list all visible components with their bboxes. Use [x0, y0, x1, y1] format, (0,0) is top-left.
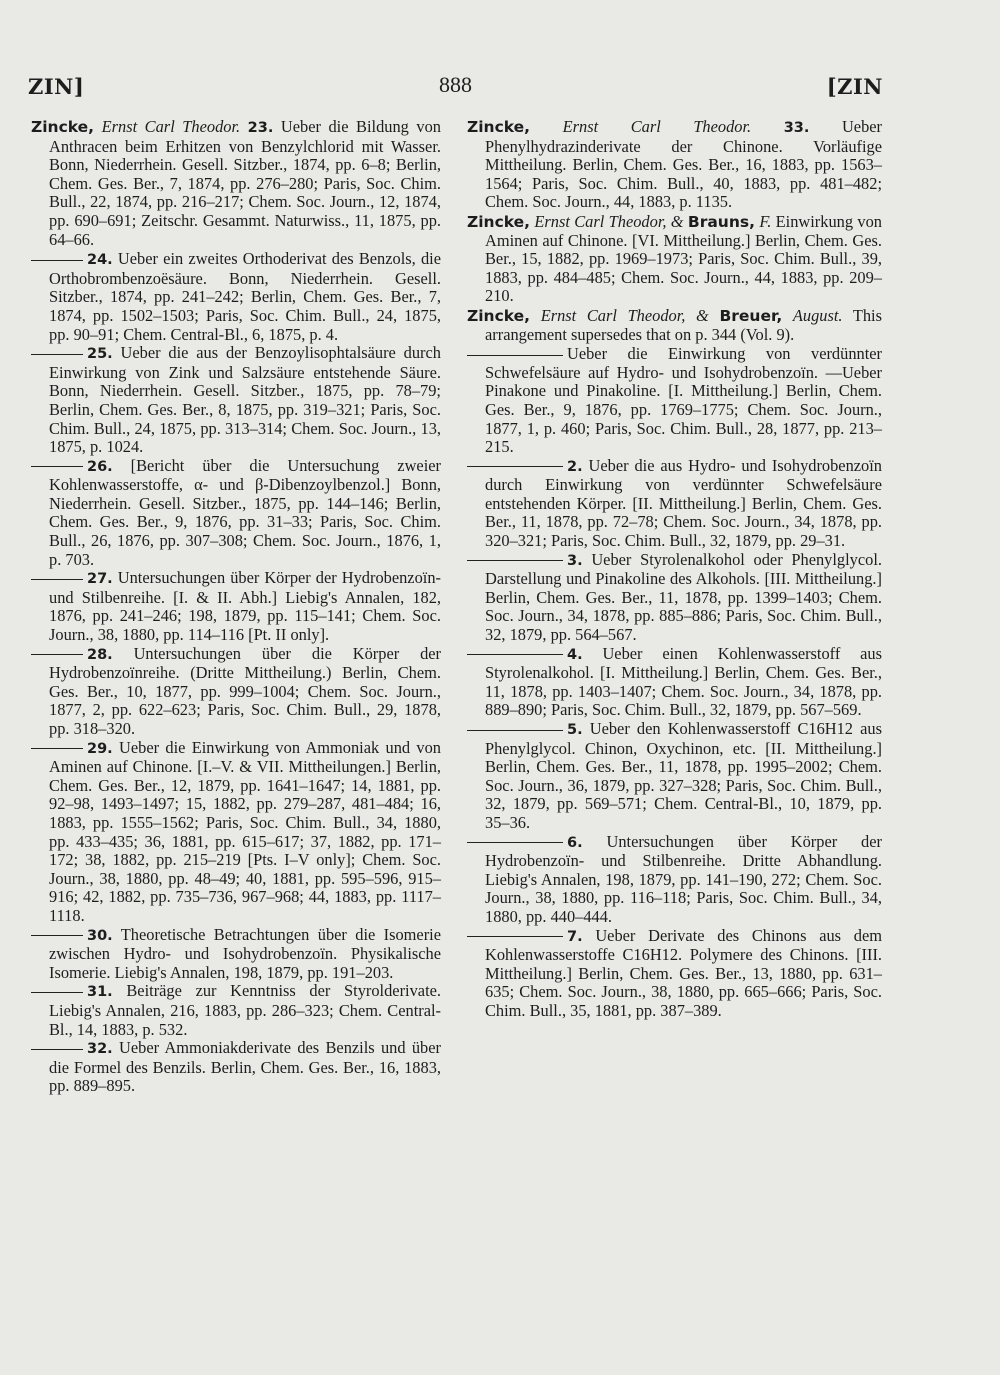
entry-number: 33.: [783, 120, 810, 136]
bibliography-entry: [467, 645, 882, 720]
bibliography-entry: [31, 344, 441, 457]
entry-number: 6.: [567, 834, 583, 851]
entry-text: [Bericht über die Untersuchung zweier Kohlenwasserstoffe, α- und β-Dibenzoylbenzol.] Bonn, Niederrhein. Gesell. Sitzber., 1875, pp. 144–146; Berlin, Chem. Ges. Ber., 9, 1876, pp. 31–33; Paris, Soc. Chim. Bull., 26, 1876, pp. 307–308; Chem. Soc. Journ., 1876, 1, p. 703.: [49, 455, 441, 569]
entry-text: Ueber den Kohlenwasserstoff C16H12 aus Phenylglycol. Chinon, Oxychinon, etc. [II. Mittheilung.] Berlin, Chem. Ges. Ber., 11, 1878, pp. 1995–2002; Chem. Soc. Journ., 36, 1879, pp. 327–328; Paris, Soc. Chim. Bull., 32, 1879, pp. 569–571; Chem. Central-Bl., 10, 1879, pp. 35–36.: [485, 719, 882, 832]
author-name: Zincke,: [31, 118, 95, 136]
ditto-dash: [467, 730, 563, 731]
header-right-range: [ZIN: [826, 74, 883, 99]
ditto-dash: [467, 355, 563, 356]
ditto-dash: [31, 1049, 83, 1050]
bibliography-entry: [31, 982, 441, 1039]
bibliography-entry: [467, 833, 882, 927]
entry-number: 7.: [567, 928, 583, 945]
ditto-dash: [31, 935, 83, 936]
entry-number: 4.: [567, 646, 583, 663]
coauthor-name: Breuer,: [719, 306, 783, 325]
entry-text: Untersuchungen über Körper der Hydrobenzoïn- und Stilbenreihe. Dritte Abhandlung. Liebig's Annalen, 198, 1879, pp. 141–190, 272; Chem. Soc. Journ., 38, 1880, pp. 116–118; Paris, Soc. Chim. Bull., 34, 1880, pp. 440–444.: [485, 831, 882, 926]
entry-text: Ueber die aus Hydro- und Isohydrobenzoïn durch Einwirkung von verdünnter Schwefelsäure entstehenden Körper. [II. Mittheilung.] Berlin, Chem. Ges. Ber., 11, 1878, pp. 72–78; Chem. Soc. Journ., 34, 1878, pp. 320–321; Paris, Soc. Chim. Bull., 32, 1879, pp. 29–31.: [485, 455, 882, 551]
page-number: 888: [439, 72, 472, 97]
author-given-name: Ernst Carl Theodor.: [562, 117, 752, 136]
entry-number: 30.: [87, 927, 113, 944]
ditto-dash: [31, 354, 83, 355]
bibliography-entry: [31, 1039, 441, 1096]
entry-number: 2.: [567, 458, 583, 475]
entry-number: 5.: [567, 722, 583, 738]
bibliography-entry: [467, 551, 882, 645]
entry-text: Untersuchungen über die Körper der Hydrobenzoïnreihe. (Dritte Mittheilung.) Berlin, Chem. Ges. Ber., 10, 1877, pp. 999–1004; Chem. Soc. Journ., 1877, 2, pp. 622–623; Paris, Soc. Chim. Bull., 29, 1878, pp. 318–320.: [49, 643, 441, 738]
entry-text: Theoretische Betrachtungen über die Isomerie zwischen Hydro- und Isohydrobenzoïn. Physikalische Isomerie. Liebig's Annalen, 198, 1879, pp. 191–203.: [49, 924, 441, 982]
entry-text: This arrangement supersedes that on p. 344 (Vol. 9).: [485, 305, 882, 344]
coauthor-name: Brauns,: [687, 212, 755, 231]
bibliography-entry: [467, 720, 882, 833]
entry-number: 24.: [87, 252, 113, 269]
entry-number: 31.: [87, 984, 113, 1001]
bibliography-entry: [31, 926, 441, 983]
entry-text: Ueber Styrolenalkohol oder Phenylglycol. Darstellung und Pinakoline des Alkohols. [III. Mittheilung.] Berlin, Chem. Ges. Ber., 11, 1878, pp. 1399–1403; Chem. Soc. Journ., 34, 1878, pp. 885–886; Paris, Soc. Chim. Bull., 32, 1879, pp. 564–567.: [485, 549, 882, 645]
ditto-dash: [467, 466, 563, 467]
bibliography-entry: [467, 345, 882, 457]
entry-number: 26.: [87, 458, 113, 475]
bibliography-entry: [467, 457, 882, 551]
entry-text: Ueber die aus der Benzoylisophtalsäure durch Einwirkung von Zink und Salzsäure entstehende Säure. Bonn, Niederrhein. Gesell. Sitzber., 1875, pp. 78–79; Berlin, Chem. Ges. Ber., 8, 1875, pp. 319–321; Paris, Soc. Chim. Bull., 24, 1875, pp. 313–314; Chem. Soc. Journ., 13, 1875, p. 1024.: [49, 343, 441, 457]
bibliography-entry: [31, 118, 441, 249]
entry-number: 27.: [87, 571, 113, 588]
ditto-dash: [31, 466, 83, 467]
entry-text: Ueber Ammoniakderivate des Benzils und über die Formel des Benzils. Berlin, Chem. Ges. Ber., 16, 1883, pp. 889–895.: [49, 1038, 441, 1096]
bibliography-entry: [31, 739, 441, 926]
coauthor-given-name: August.: [792, 305, 843, 325]
entry-number: 32.: [87, 1041, 113, 1058]
entry-text: Ueber die Bildung von Anthracen beim Erhitzen von Benzylchlorid mit Wasser. Bonn, Niederrhein. Gesell. Sitzber., 1874, pp. 6–8; Berlin, Chem. Ges. Ber., 7, 1874, pp. 276–280; Paris, Soc. Chim. Bull., 22, 1874, pp. 216–217; Chem. Soc. Journ., 12, 1874, pp. 690–691; Zeitschr. Gesammt. Naturwiss., 11, 1875, pp. 64–66.: [49, 117, 441, 249]
entry-text: Einwirkung von Aminen auf Chinone. [VI. Mittheilung.] Berlin, Chem. Ges. Ber., 15, 1882, pp. 1969–1973; Paris, Soc. Chim. Bull., 39, 1883, pp. 484–485; Chem. Soc. Journ., 44, 1883, pp. 209–210.: [485, 211, 882, 306]
entry-text: Ueber ein zweites Orthoderivat des Benzols, die Orthobrombenzoësäure. Bonn, Niederrhein. Gesell. Sitzber., 1874, pp. 241–242; Berlin, Chem. Ges. Ber., 7, 1874, pp. 1502–1503; Paris, Soc. Chim. Bull., 24, 1875, pp. 90–91; Chem. Central-Bl., 6, 1875, p. 4.: [49, 249, 441, 344]
coauthor-given-name: F.: [759, 211, 772, 231]
author-name: Zincke,: [467, 306, 531, 325]
bibliography-entry: [467, 927, 882, 1021]
entry-number: 23.: [247, 120, 274, 136]
entry-text: Ueber einen Kohlenwasserstoff aus Styrolenalkohol. [I. Mittheilung.] Berlin, Chem. Ges. Ber., 11, 1878, pp. 1403–1407; Chem. Soc. Journ., 34, 1878, pp. 889–890; Paris, Soc. Chim. Bull., 32, 1879, pp. 567–569.: [485, 643, 882, 720]
ditto-dash: [31, 748, 83, 749]
entry-text: Beiträge zur Kenntniss der Styrolderivate. Liebig's Annalen, 216, 1883, pp. 286–323; Chem. Central-Bl., 14, 1883, p. 532.: [49, 981, 441, 1039]
bibliography-entry: [31, 645, 441, 739]
entry-number: 28.: [87, 646, 113, 663]
author-given-name: Ernst Carl Theodor.: [101, 117, 241, 136]
entry-number: 29.: [87, 740, 113, 757]
bibliography-entry: [31, 250, 441, 344]
entry-number: 25.: [87, 346, 113, 363]
bibliography-entry: [31, 569, 441, 644]
ditto-dash: [467, 560, 563, 561]
entry-text: Untersuchungen über Körper der Hydrobenzoïn- und Stilbenreihe. [I. & II. Abh.] Liebig's Annalen, 182, 1876, pp. 241–246; 198, 1879, pp. 115–141; Chem. Soc. Journ., 38, 1880, pp. 114–116 [Pt. II only].: [49, 568, 441, 645]
ditto-dash: [31, 654, 83, 655]
header-left-range: ZIN]: [28, 74, 85, 99]
entry-text: Ueber Derivate des Chinons aus dem Kohlenwasserstoffe C16H12. Polymere des Chinons. [III. Mittheilung.] Berlin, Chem. Ges. Ber., 13, 1880, pp. 631–635; Chem. Soc. Journ., 38, 1880, pp. 665–666; Paris, Soc. Chim. Bull., 35, 1881, pp. 387–389.: [485, 925, 882, 1020]
page-header: [28, 72, 883, 102]
entry-text: Ueber die Einwirkung von verdünnter Schwefelsäure auf Hydro- und Isohydrobenzoïn. —Ueber Pinakone und Pinakoline. [I. Mittheilung.] Berlin, Chem. Ges. Ber., 9, 1876, pp. 1769–1775; Chem. Soc. Journ., 1877, 1, p. 460; Paris, Soc. Chim. Bull., 28, 1877, pp. 213–215.: [485, 344, 882, 457]
right-column: [467, 118, 882, 1021]
ditto-dash: [467, 654, 563, 655]
ditto-dash: [31, 260, 83, 261]
left-column: [31, 118, 441, 1096]
ditto-dash: [31, 579, 83, 580]
author-given-name: Ernst Carl Theodor, &: [540, 305, 709, 325]
entry-number: 3.: [567, 552, 583, 569]
bibliography-entry: [467, 307, 882, 344]
ditto-dash: [467, 936, 563, 937]
author-given-name: Ernst Carl Theodor, &: [534, 211, 684, 231]
author-name: Zincke,: [467, 118, 531, 136]
author-name: Zincke,: [467, 212, 531, 231]
ditto-dash: [31, 992, 83, 993]
bibliography-entry: [31, 457, 441, 570]
entry-text: Ueber die Einwirkung von Ammoniak und von Aminen auf Chinone. [I.–V. & VII. Mittheilungen.] Berlin, Chem. Ges. Ber., 12, 1879, pp. 1641–1647; 14, 1881, pp. 92–98, 1493–1497; 15, 1882, pp. 279–287, 481–484; 16, 1883, pp. 1555–1562; Paris, Soc. Chim. Bull., 34, 1880, pp. 433–435; 36, 1881, pp. 615–617; 37, 1882, pp. 171–172; 38, 1882, pp. 215–219 [Pts. I–V only]; Chem. Soc. Journ., 38, 1880, pp. 48–49; 40, 1881, pp. 595–596, 915–916; 42, 1882, pp. 735–736, 967–968; 44, 1883, pp. 1117–1118.: [49, 737, 441, 925]
entry-text: Ueber Phenylhydrazinderivate der Chinone. Vorläufige Mittheilung. Berlin, Chem. Ges. Ber., 16, 1883, pp. 1563–1564; Paris, Soc. Chim. Bull., 40, 1883, pp. 481–482; Chem. Soc. Journ., 44, 1883, p. 1135.: [485, 117, 883, 212]
bibliography-entry: [467, 213, 882, 306]
bibliography-entry: [467, 118, 882, 212]
ditto-dash: [467, 842, 563, 843]
